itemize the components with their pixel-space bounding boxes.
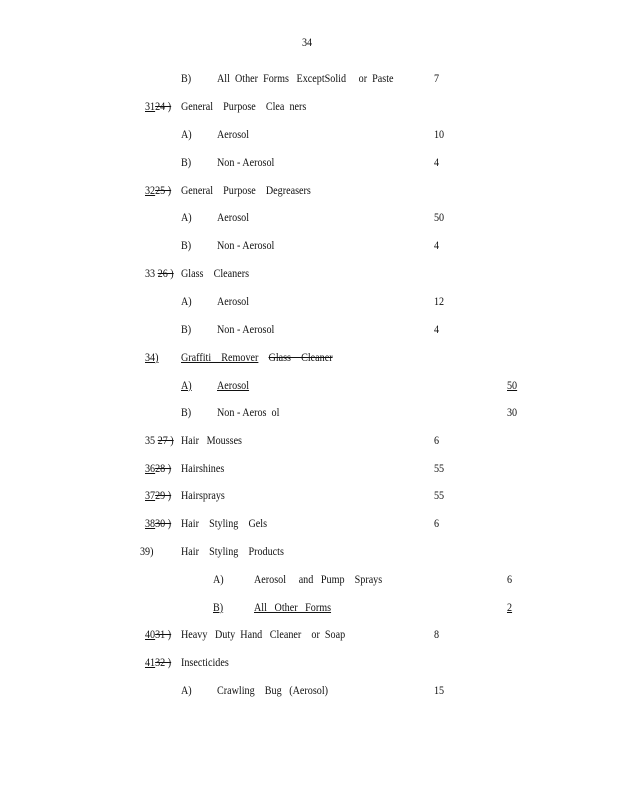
item-number <box>145 628 171 642</box>
sub-item-letter: B) <box>181 407 192 419</box>
old-number: 27 ) <box>157 435 174 447</box>
item-label: General Purpose Clea ners <box>181 101 307 113</box>
old-number: 31 ) <box>155 629 172 641</box>
limit-value: 8 <box>434 629 440 641</box>
old-number: 30 ) <box>155 518 172 530</box>
item-label: General Purpose Degreasers <box>181 185 311 197</box>
new-number: 33 <box>145 268 156 280</box>
item-label: Heavy Duty Hand Cleaner or Soap <box>181 629 346 641</box>
new-number: 31 <box>145 101 156 113</box>
sub-item-letter: B) <box>181 324 192 336</box>
item-label <box>181 351 333 365</box>
new-number: 40 <box>145 629 156 641</box>
deleted-label: Glass Cleaner <box>268 352 333 364</box>
new-number: 41 <box>145 657 156 669</box>
new-limit-value: 30 <box>507 407 518 419</box>
sub-item-letter: A) <box>181 212 192 224</box>
sub-item-letter: A) <box>181 129 192 141</box>
new-number: 37 <box>145 490 156 502</box>
item-number <box>145 184 171 198</box>
sub-item-label: Aerosol <box>217 129 250 141</box>
limit-value: 6 <box>434 518 440 530</box>
new-limit-value: 6 <box>507 574 513 586</box>
sub-item-letter: A) <box>181 380 192 392</box>
sub-item-label: Non - Aerosol <box>217 240 275 252</box>
sub-item-letter: B) <box>181 157 192 169</box>
item-number: 39) <box>140 546 154 558</box>
sub-item-letter: A) <box>213 574 224 586</box>
sub-item-letter: A) <box>181 685 192 697</box>
new-number: 32 <box>145 185 156 197</box>
sub-item-label: Aerosol <box>217 212 250 224</box>
item-label: Hair Styling Gels <box>181 518 268 530</box>
new-number: 36 <box>145 463 156 475</box>
sub-item-label: Aerosol and Pump Sprays <box>254 574 383 586</box>
new-number: 38 <box>145 518 156 530</box>
sub-item-label: Non - Aerosol <box>217 324 275 336</box>
old-number: 24 ) <box>155 101 172 113</box>
item-number <box>145 462 171 476</box>
limit-value: 4 <box>434 324 440 336</box>
new-limit-value: 2 <box>507 602 513 614</box>
old-number: 29 ) <box>155 490 172 502</box>
item-label: Hairsprays <box>181 490 225 502</box>
old-number: 32 ) <box>155 657 172 669</box>
sub-item-label: Non - Aeros ol <box>217 407 280 419</box>
item-number <box>145 100 171 114</box>
item-number <box>145 489 171 503</box>
limit-value: 55 <box>434 463 445 475</box>
limit-value: 12 <box>434 296 445 308</box>
limit-value: 55 <box>434 490 445 502</box>
limit-value: 7 <box>434 73 440 85</box>
old-number: 26 ) <box>157 268 174 280</box>
sub-item-letter: B) <box>213 602 224 614</box>
old-number: 25 ) <box>155 185 172 197</box>
limit-value: 4 <box>434 157 440 169</box>
limit-value: 4 <box>434 240 440 252</box>
sub-item-letter: B) <box>181 240 192 252</box>
item-label: Insecticides <box>181 657 229 669</box>
old-number: 28 ) <box>155 463 172 475</box>
sub-item-label: Crawling Bug (Aerosol) <box>217 685 329 697</box>
item-number <box>145 656 171 670</box>
item-label: Hairshines <box>181 463 225 475</box>
inserted-label: Graffiti Remover <box>181 352 259 364</box>
limit-value: 6 <box>434 435 440 447</box>
item-number <box>145 517 171 531</box>
sub-item-label: Aerosol <box>217 380 250 392</box>
item-number <box>145 434 174 448</box>
limit-value: 50 <box>434 212 445 224</box>
sub-item-label: Aerosol <box>217 296 250 308</box>
page-number: 34 <box>302 37 313 49</box>
item-number <box>145 267 174 281</box>
limit-value: 15 <box>434 685 445 697</box>
limit-value: 10 <box>434 129 445 141</box>
sub-item-letter: B) <box>181 73 192 85</box>
sub-item-label: All Other Forms ExceptSolid or Paste <box>217 73 394 85</box>
sub-item-letter: A) <box>181 296 192 308</box>
new-limit-value: 50 <box>507 380 518 392</box>
item-number: 34) <box>145 352 159 364</box>
item-label: Hair Styling Products <box>181 546 284 558</box>
item-label: Hair Mousses <box>181 435 243 447</box>
sub-item-label: Non - Aerosol <box>217 157 275 169</box>
new-number: 35 <box>145 435 156 447</box>
sub-item-label: All Other Forms <box>254 602 332 614</box>
item-label: Glass Cleaners <box>181 268 250 280</box>
